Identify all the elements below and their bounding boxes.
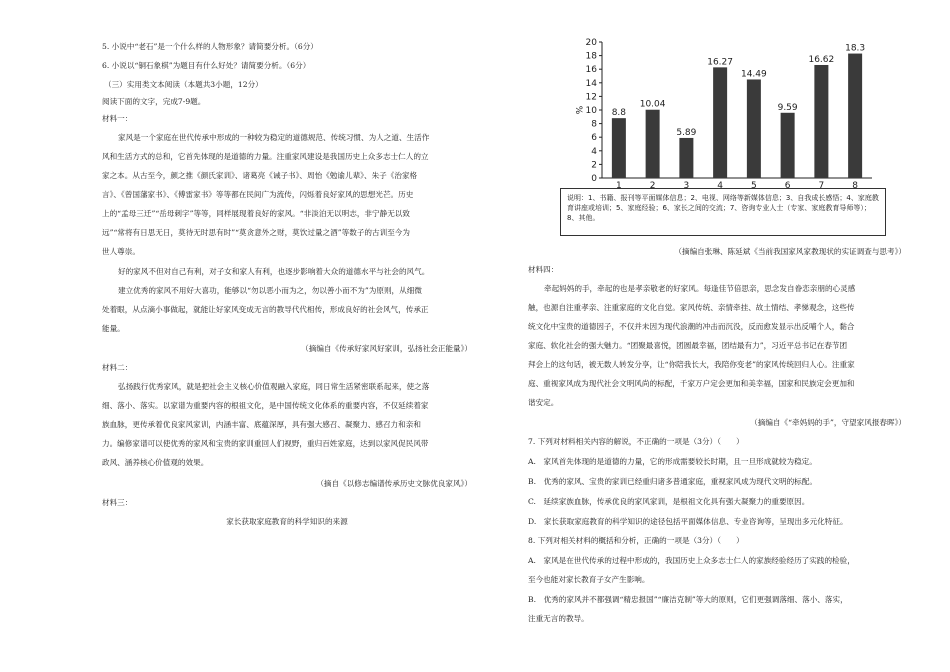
bar-value-label: 16.62 (808, 54, 835, 65)
x-tick-label: 4 (717, 181, 723, 188)
text-line: 家之本。从古至今，颜之推《颜氏家训》、诸葛亮《诫子书》、周怡《勉谕儿辈》、朱子《治家格 (102, 171, 418, 180)
text-line: 材料三： (102, 498, 133, 507)
text-line: 上的“孟母三迁”“岳母刺字”等等，同样展现着良好的家风。“非淡泊无以明志，非宁静无以致 (102, 209, 410, 218)
y-tick-label: 20 (585, 38, 597, 48)
text-line: C. 延续家族血脉，传承优良的家风家训，是根祖文化具有强大凝聚力的重要原因。 (528, 497, 810, 506)
text-line: 材料四： (528, 265, 559, 274)
text-line: 好的家风不但对自己有利，对子女和家人有利，也逐步影响着大众的道德水平与社会的风气。 (118, 267, 430, 276)
y-tick-label: 10 (585, 106, 597, 116)
text-line: 弘扬践行优秀家风，就是把社会主义核心价值观融入家庭，同日常生活紧密联系起来，使之落 (118, 382, 430, 391)
y-tick-label: 14 (585, 78, 597, 89)
text-line: 族血脉，更传承着优良家风家训，内涵丰富、底蕴深厚，具有强大感召、凝聚力、感召力和亲和 (102, 420, 421, 429)
y-tick-label: 0 (591, 174, 597, 184)
text-line: 拜会上的这句话，被无数人转发分享，让“你陪我长大，我陪你变老”的家风传统回归人心。注重家 (528, 360, 855, 369)
x-tick-label: 6 (784, 181, 791, 188)
text-line: 家风是一个家庭在世代传承中形成的一种较为稳定的道德规范、传统习惯、为人之道、生活作 (118, 133, 430, 142)
x-tick-label: 2 (649, 181, 656, 188)
chart-caption: 家长获取家庭教育的科学知识的来源 (226, 517, 348, 526)
source-citation: （摘自《以修志编谱传承历史文脉优良家风》） (316, 479, 472, 488)
text-line: 阅读下面的文字，完成7-9题。 (102, 97, 206, 106)
bar (747, 79, 761, 178)
text-line: 谐安定。 (528, 398, 559, 407)
x-tick-label: 7 (818, 181, 825, 188)
x-tick-label: 8 (852, 181, 858, 188)
y-tick-label: 8 (591, 119, 597, 130)
text-line: 材料一： (102, 114, 133, 123)
text-line: 材料二： (102, 363, 133, 372)
text-line: 牵起妈妈的手，牵起的也是孝亲敬老的好家风。每逢佳节倍思亲，思念发自眷恋亲朋的心灵感 (544, 284, 856, 293)
text-line: 远”“常将有日思无日，莫待无时思有时”“莫贪意外之财，莫饮过量之酒”等数子的古训至今为 (102, 228, 410, 237)
bar-value-label: 14.49 (740, 69, 767, 80)
bar (679, 138, 693, 178)
text-line: 能量。 (102, 324, 125, 333)
y-tick-label: 2 (591, 160, 597, 171)
y-tick-label: 16 (585, 65, 597, 76)
text-line: 政风、涵养核心价值观的效果。 (102, 458, 209, 467)
text-line: 庭、重视家风成为现代社会文明风尚的标配，千家万户定会更加和美幸福，国家和民族定会更加和 (528, 379, 855, 388)
text-line: 8. 下列对相关材料的概括和分析，正确的一项是（3分）（ ） (528, 536, 744, 545)
bar (814, 65, 828, 178)
bar-chart (560, 36, 886, 188)
bar (781, 113, 795, 178)
text-line: 触，也源自注重孝亲、注重家庭的文化自觉。家风传统、亲情牵挂、故土情结、孝悌观念，这些传 (528, 303, 855, 312)
bar-value-label: 8.8 (611, 108, 627, 119)
text-line: 至今也能对家长教育子女产生影响。 (528, 575, 650, 584)
y-axis-label: % (573, 105, 583, 115)
text-line: 7. 下列对材料相关内容的解说，不正确的一项是（3分）（ ） (528, 437, 744, 446)
text-line: 风和生活方式的总和，它首先体现的是道德的力量。注重家风建设是我国历史上众多志士仁人的立 (102, 152, 429, 161)
text-line: 统文化中宝贵的道德因子，不仅并未因为现代浪潮的冲击而沉没，反而愈发显示出反哺个人，黏合 (528, 322, 855, 331)
text-line: A. 家风首先体现的是道德的力量，它的形成需要较长时期，且一旦形成就较为稳定。 (528, 457, 817, 466)
source-citation: （摘编自《传承好家风好家训，弘扬社会正能量》） (301, 344, 472, 353)
text-line: 力。编修家谱可以使优秀的家风和宝贵的家训重回人们视野，重归百姓家庭，达到以家风促民风带 (102, 439, 429, 448)
x-tick-label: 3 (683, 181, 690, 188)
bar (713, 67, 727, 178)
text-line: B. 优秀的家风并不都强调“精忠报国”“廉洁克制”等大的原则，它们更强调落细、落小、落实， (528, 595, 848, 604)
y-tick-label: 18 (585, 51, 597, 62)
bar-value-label: 18.3 (845, 43, 866, 54)
text-line: 细、落小、落实。以家谱为重要内容的根祖文化，是中国传统文化体系的重要内容，不仅延续着家 (102, 401, 429, 410)
y-tick-label: 6 (591, 133, 597, 144)
source-citation: （摘编自《“牵妈妈的手”，守望家风报春晖》） (750, 418, 906, 427)
source-citation: （摘编自张琳、陈延斌《当前我国家风家教现状的实证调查与思考》） (674, 247, 906, 256)
chart-legend-note: 说明：1、书籍、报刊等平面媒体信息；2、电视、网络等新媒体信息；3、自我成长感悟；4、家庭教育讲座或培训；5、家庭经验；6、家长之间的交流；7、咨询专业人士（专家、家庭教育导师等）；8、其他。 (560, 188, 886, 236)
bar-value-label: 10.04 (639, 99, 666, 110)
x-tick-label: 5 (751, 181, 757, 188)
text-line: 处着眼，从点滴小事做起，就能让好家风变成无言的教导代代相传，形成良好的社会风气，传承正 (102, 305, 429, 314)
text-line: D. 家长获取家庭教育的科学知识的途径包括平面媒体信息、专业咨询等，呈现出多元化特征。 (528, 517, 848, 526)
text-line: 建立优秀的家风不用好大喜功，能够以“勿以恶小而为之，勿以善小而不为”为原则，从细微 (118, 286, 422, 295)
text-line: 6. 小说以“铜石象棋”为题目有什么好处？请简要分析。（6分） (102, 61, 311, 70)
text-line: B. 优秀的家风、宝贵的家训已经重归诸多普通家庭，重视家风成为现代文明的标配。 (528, 477, 817, 486)
text-line: 5. 小说中“老石”是一个什么样的人物形象？请简要分析。（6分） (102, 42, 318, 51)
text-line: 家庭、软化社会的强大魅力。“团聚最喜悦，团圆最幸福，团结最有力”，习近平总书记在春节团 (528, 341, 848, 350)
bar (646, 110, 660, 178)
bar-value-label: 9.59 (777, 102, 798, 113)
text-line: 言》、《曾国藩家书》、《傅雷家书》等等都在民间广为流传，闪烁着良好家风的思想光芒。历史 (102, 190, 414, 199)
x-tick-label: 1 (616, 181, 622, 188)
y-tick-label: 12 (585, 92, 597, 103)
bar-value-label: 16.27 (707, 57, 734, 68)
text-line: 世人尊崇。 (102, 247, 140, 256)
text-line: A. 家风是在世代传承的过程中形成的，我国历史上众多志士仁人的家族经验经历了实践的检验， (528, 556, 855, 565)
y-tick-label: 4 (591, 146, 597, 157)
bar (848, 54, 862, 178)
bar (612, 118, 626, 178)
text-line: 注重无言的教导。 (528, 614, 589, 623)
text-line: （三）实用类文本阅读（本题共3小题，12分） (104, 80, 263, 89)
bar-value-label: 5.89 (676, 127, 697, 138)
